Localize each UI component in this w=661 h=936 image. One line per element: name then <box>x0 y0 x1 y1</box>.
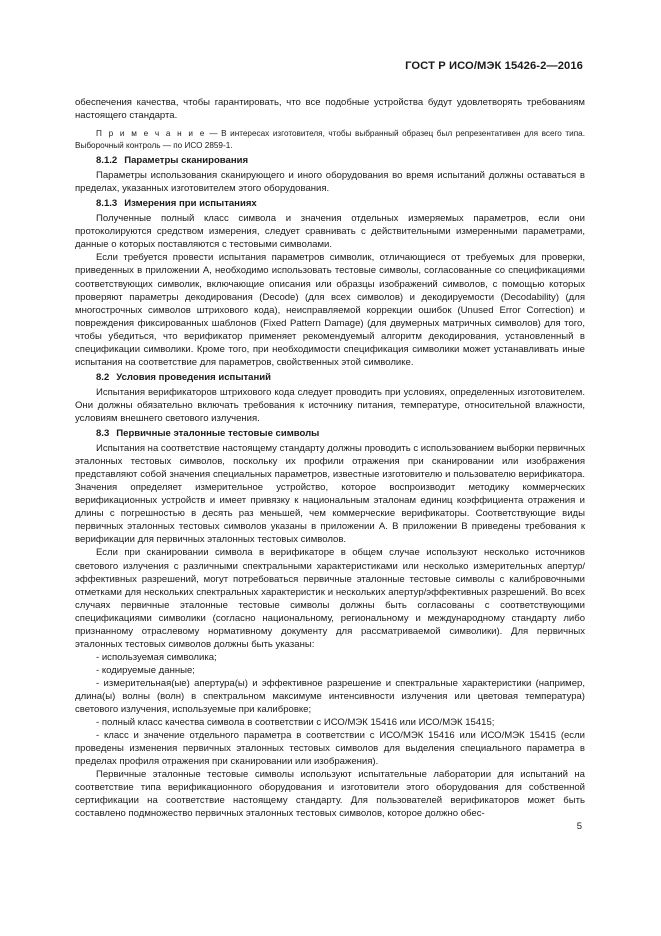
heading-8-3 <box>75 427 585 440</box>
paragraph-intro: обеспечения качества, чтобы гарантировать, что все подобные устройства будут удовлетворять требованиям настоящего стандарта. <box>75 97 585 122</box>
standard-designation: ГОСТ Р ИСО/МЭК 15426-2—2016 <box>405 60 583 72</box>
list-item: - класс и значение отдельного параметра в соответствии с ИСО/МЭК 15416 или ИСО/МЭК 15415 (если проведены изменения первичных эталонных тестовых символов для выделения специального параметра в пределах профиля отражения при сканировании или изображения). <box>75 730 585 768</box>
heading-title: Условия проведения испытаний <box>116 371 271 383</box>
heading-number: 8.2 <box>96 371 110 383</box>
document-body <box>75 96 585 820</box>
note <box>75 128 585 151</box>
list-item: - полный класс качества символа в соответствии с ИСО/МЭК 15416 или ИСО/МЭК 15415; <box>96 717 495 729</box>
paragraph-8-2: Испытания верификаторов штрихового кода следует проводить при условиях, определенных изготовителем. Они должны обязательно включать требования к источнику питания, температуре, относительной влажности, условиям внешнего светового излучения. <box>75 386 585 424</box>
heading-title: Измерения при испытаниях <box>124 198 257 210</box>
paragraph-8-3-b: Если при сканировании символа в верификаторе в общем случае используют несколько источников светового излучения с различными спектральными характеристиками или несколько измерительных апертур/эффективных разрешений, могут потребоваться первичные эталонные тестовые символы с калибровочными отметками для нескольких спектральных характеристик и нескольких апертур/эффективных разрешений. Во всех случаях первичные эталонные тестовые символы должны быть согласованы с соответствующими спецификациями символики (согласно национальному, региональному и международному стандарту либо признанному отраслевому нормативному документу для рассматриваемой символики). Для первичных эталонных тестовых символов должны быть указаны: <box>75 547 585 650</box>
list-item: - кодируемые данные; <box>96 664 195 676</box>
heading-title: Первичные эталонные тестовые символы <box>116 428 320 440</box>
heading-number: 8.1.3 <box>96 198 118 210</box>
heading-8-2 <box>75 371 585 384</box>
list-item: - используемая символика; <box>96 651 217 663</box>
page-number: 5 <box>576 821 582 832</box>
heading-8-1-2 <box>75 154 585 167</box>
heading-8-1-3 <box>75 197 585 210</box>
note-text: — В интересах изготовителя, чтобы выбранный образец был репрезентативен для всего типа. Выборочный контроль — по ИСО 2859-1. <box>75 129 585 150</box>
paragraph-8-3-c: Первичные эталонные тестовые символы используют испытательные лаборатории для испытаний на соответствие типа верификационного оборудования и изготовители этого оборудования для собственной сертификации на соответствие настоящему стандарту. Для пользователей верификаторов может быть составлено подмножество первичных эталонных тестовых символов, которое должно обес- <box>75 769 585 820</box>
paragraph-8-3-a: Испытания на соответствие настоящему стандарту должны проводить с использованием выборки первичных эталонных тестовых символов, поскольку их профили отражения при сканировании или изображения представляют собой значения специальных параметров, известные изготовителю и пользователю верификатора. Значения определяет измерительное устройство, которое воспроизводит методику коммерческих верификационных устройств и имеет привязку к национальным эталонам единиц коэффициента отражения и длины с погрешностью в десять раз меньшей, чем коммерческие верификаторы. Соответствующие виды первичных эталонных тестовых символов указаны в приложении А. В приложении В приведены требования к верификации для первичных эталонных тестовых символов. <box>75 443 585 546</box>
note-label: П р и м е ч а н и е <box>96 129 206 139</box>
heading-number: 8.1.2 <box>96 155 118 167</box>
paragraph-8-1-2: Параметры использования сканирующего и иного оборудования во время испытаний должны оставаться в пределах, указанных изготовителем этого оборудования. <box>75 170 585 195</box>
paragraph-8-1-3-a: Полученные полный класс символа и значения отдельных измеряемых параметров, если они протоколируются средством измерения, следует сравнивать с действительными измеренными параметрами, данные о которых поставляются с тестовыми символами. <box>75 213 585 251</box>
heading-title: Параметры сканирования <box>124 155 249 167</box>
list-item: - измерительная(ые) апертура(ы) и эффективное разрешение и спектральные характеристики (например, длина(ы) волны (волн) в спектральном максимуме интенсивности излучения или цветовая температура) светового излучения, используемые при калибровке; <box>75 677 585 716</box>
heading-number: 8.3 <box>96 428 110 440</box>
paragraph-8-1-3-b: Если требуется провести испытания параметров символик, отличающиеся от требуемых для проверки, приведенных в приложении А, необходимо использовать тестовые символы, согласованные со спецификациями соответствующих символик, включающие описания или образцы изображений символов, с помощью которых проверяют параметры декодирования (Decode) (для всех символов) и декодируемости (Decodability) (для многострочных символов штрихового кода), неисправляемой коррекции ошибок (Unused Error Correction) и повреждения фиксированных шаблонов (Fixed Pattern Damage) (для двумерных матричных символов) для того, чтобы убедиться, что верификатор применяет рекомендуемый алгоритм декодирования, установленный в спецификации символики. Кроме того, при необходимости спецификация символики может устанавливать иные испытания на соответствие для параметров, свойственных этой символике. <box>75 252 585 368</box>
